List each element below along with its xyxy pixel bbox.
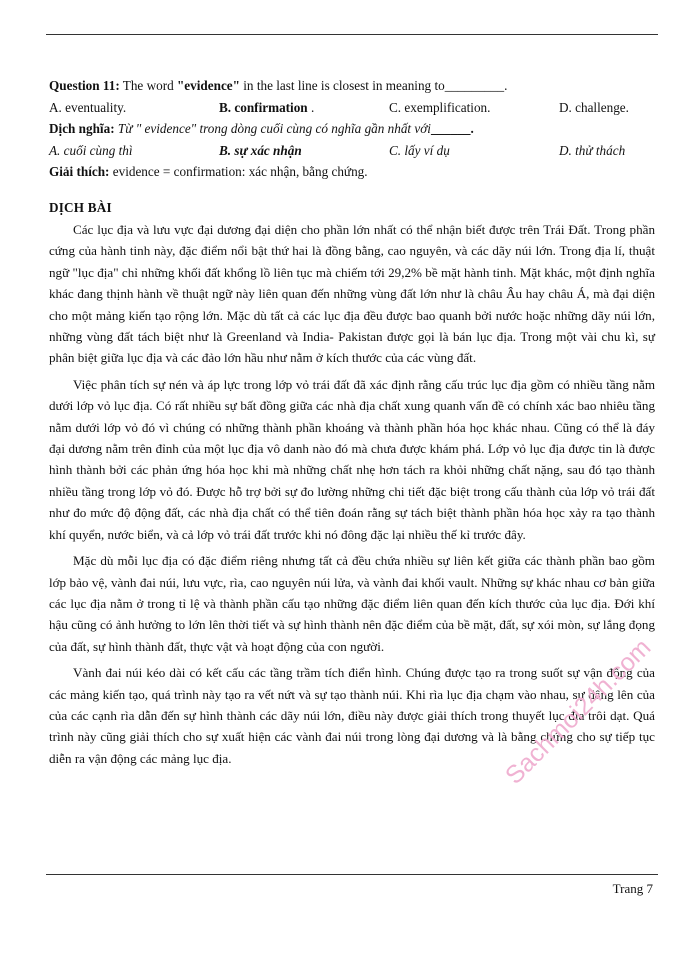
translated-option-b: B. sự xác nhận [219,142,302,158]
paragraph: Các lục địa và lưu vực đại dương đại diện cho phần lớn nhất có thể nhận biết được trên Trái Đất. Trong phần cứng của hành tinh này, đặc điểm nổi bật thứ hai là đồng bằng, cao nguyên, và các dãy núi lớn. Trong địa lí, thuật ngữ "lục địa" chỉ những khối đất khổng lồ liên tục mà chiếm tới 29,2% bề mặt hành tinh. Mặt khác, một định nghĩa khác đang thịnh hành về thuật ngữ này liên quan đến những vùng đất lớn như là châu Âu hay châu Á, mà đại diện cho một mảng kiến tạo rộng lớn. Mặc dù tất cả các lục địa đều được bao quanh bởi nước hoặc những dãy núi lớn, những vùng đất tách biệt như là Greenland và India- Pakistan được gọi là bán lục địa. Trong một vài chu kì, sự phân biệt giữa lục địa và các đảo lớn hầu như nằm ở kích thước của các vùng đất. [49,222,655,366]
question-blank: _________. [444,78,508,93]
translated-option-a: A. cuối cùng thì [49,142,133,158]
explanation-line [49,161,655,183]
question-keyword: "evidence" [176,78,240,93]
option-a: A. eventuality. [49,99,127,115]
translated-option-c: C. lấy ví dụ [389,142,450,158]
translation-text: Từ " evidence" trong dòng cuối cùng có nghĩa gần nhất với [114,121,431,136]
section-title: DỊCH BÀI [49,199,112,215]
question-line [49,75,655,97]
option-b-suffix: . [307,99,315,115]
paragraph: Mặc dù mỗi lục địa có đặc điểm riêng nhưng tất cả đều chứa nhiều sự liên kết giữa các thành phần bao gồm lớp bảo vệ, vành đai núi, lưu vực, rìa, cao nguyên núi lửa, và vành đai khối vault. Những sự khác nhau cơ bản giữa các lục địa nằm ở trong tỉ lệ và thành phần cấu tạo những đặc điểm liên quan đến kích thước của lục địa. Đới khí hậu cũng có ảnh hưởng to lớn lên thời tiết và sự hình thành nên đặc điểm của bề mặt, đất, sự xói mòn, sự lắng đọng của đất, sự hình thành đất, thực vật và hoạt động của con người. [49,553,655,654]
question-stem-post: in the last line is closest in meaning to [239,78,445,93]
option-c: C. exemplification. [389,99,491,115]
translation-line [49,118,655,140]
footer-rule [46,874,658,875]
translated-options [49,140,655,162]
option-b [219,97,389,119]
header-rule [46,34,658,35]
paragraph: Việc phân tích sự nén và áp lực trong lớp vỏ trái đất đã xác định rằng cấu trúc lục địa gồm có nhiều tầng nằm dưới lớp vỏ lục địa. Có rất nhiều sự bất đồng giữa các nhà địa chất xung quanh vấn đề có chính xác bao nhiêu tầng nằm dưới lớp vỏ đó vì chúng có những thành phần khoáng và thành phần hóa học khác nhau. Cũng có thể là đáy đại dương nằm trên đỉnh của một lục địa vô danh nào đó mà chưa được khám phá. Lớp vỏ lục địa được tin là được hình thành bởi các phản ứng hóa học khi mà những chất nhẹ hơn tách ra khỏi những chất nặng, sau đó tạo thành nhiều tầng trong lớp vỏ đó. Được hỗ trợ bởi sự đo lường những chi tiết đặc biệt trong cấu thành của lớp vỏ trái đất như đo mức độ động đất, các nhà địa chất có thể tiên đoán rằng sự tách biệt thành phần hóa học xảy ra tạo thành khí quyển, nước biển, và cả lớp vỏ trái đất trước khi nó đông đặc lại nhiều thế kỉ trước đây. [49,376,655,542]
paragraph: Vành đai núi kéo dài có kết cấu các tầng trầm tích điển hình. Chúng được tạo ra trong suốt sự vận động của các mảng kiến tạo, quá trình này tạo ra vết nứt và sự tạo thành núi. Khi rìa lục địa chạm vào nhau, sự dâng lên của của các cạnh rìa dẫn đến sự hình thành các dãy núi lớn, điều này được giải thích trong thuyết lục địa trôi dạt. Quá trình này cũng giải thích cho sự xuất hiện các vành đai núi trong lòng đại dương và là bằng chứng cho sự tiếp tục diễn ra vận động các mảng lục địa. [49,665,655,766]
document-body [49,75,655,774]
page-number: Trang 7 [612,881,653,896]
explanation-label: Giải thích: [49,164,110,179]
answer-options [49,97,655,119]
watermark: Sachmoi24h.com [500,633,657,790]
explanation-text: evidence = confirmation: xác nhận, bằng chứng. [109,164,368,179]
question-label: Question 11: [49,78,120,93]
question-stem-pre: The word [119,78,177,93]
option-d: D. challenge. [559,99,629,115]
option-b-text: B. confirmation [219,99,308,115]
translation-label: Dịch nghĩa: [49,121,115,136]
translation-blank: ______. [430,121,474,136]
translated-option-d: D. thử thách [559,142,626,158]
